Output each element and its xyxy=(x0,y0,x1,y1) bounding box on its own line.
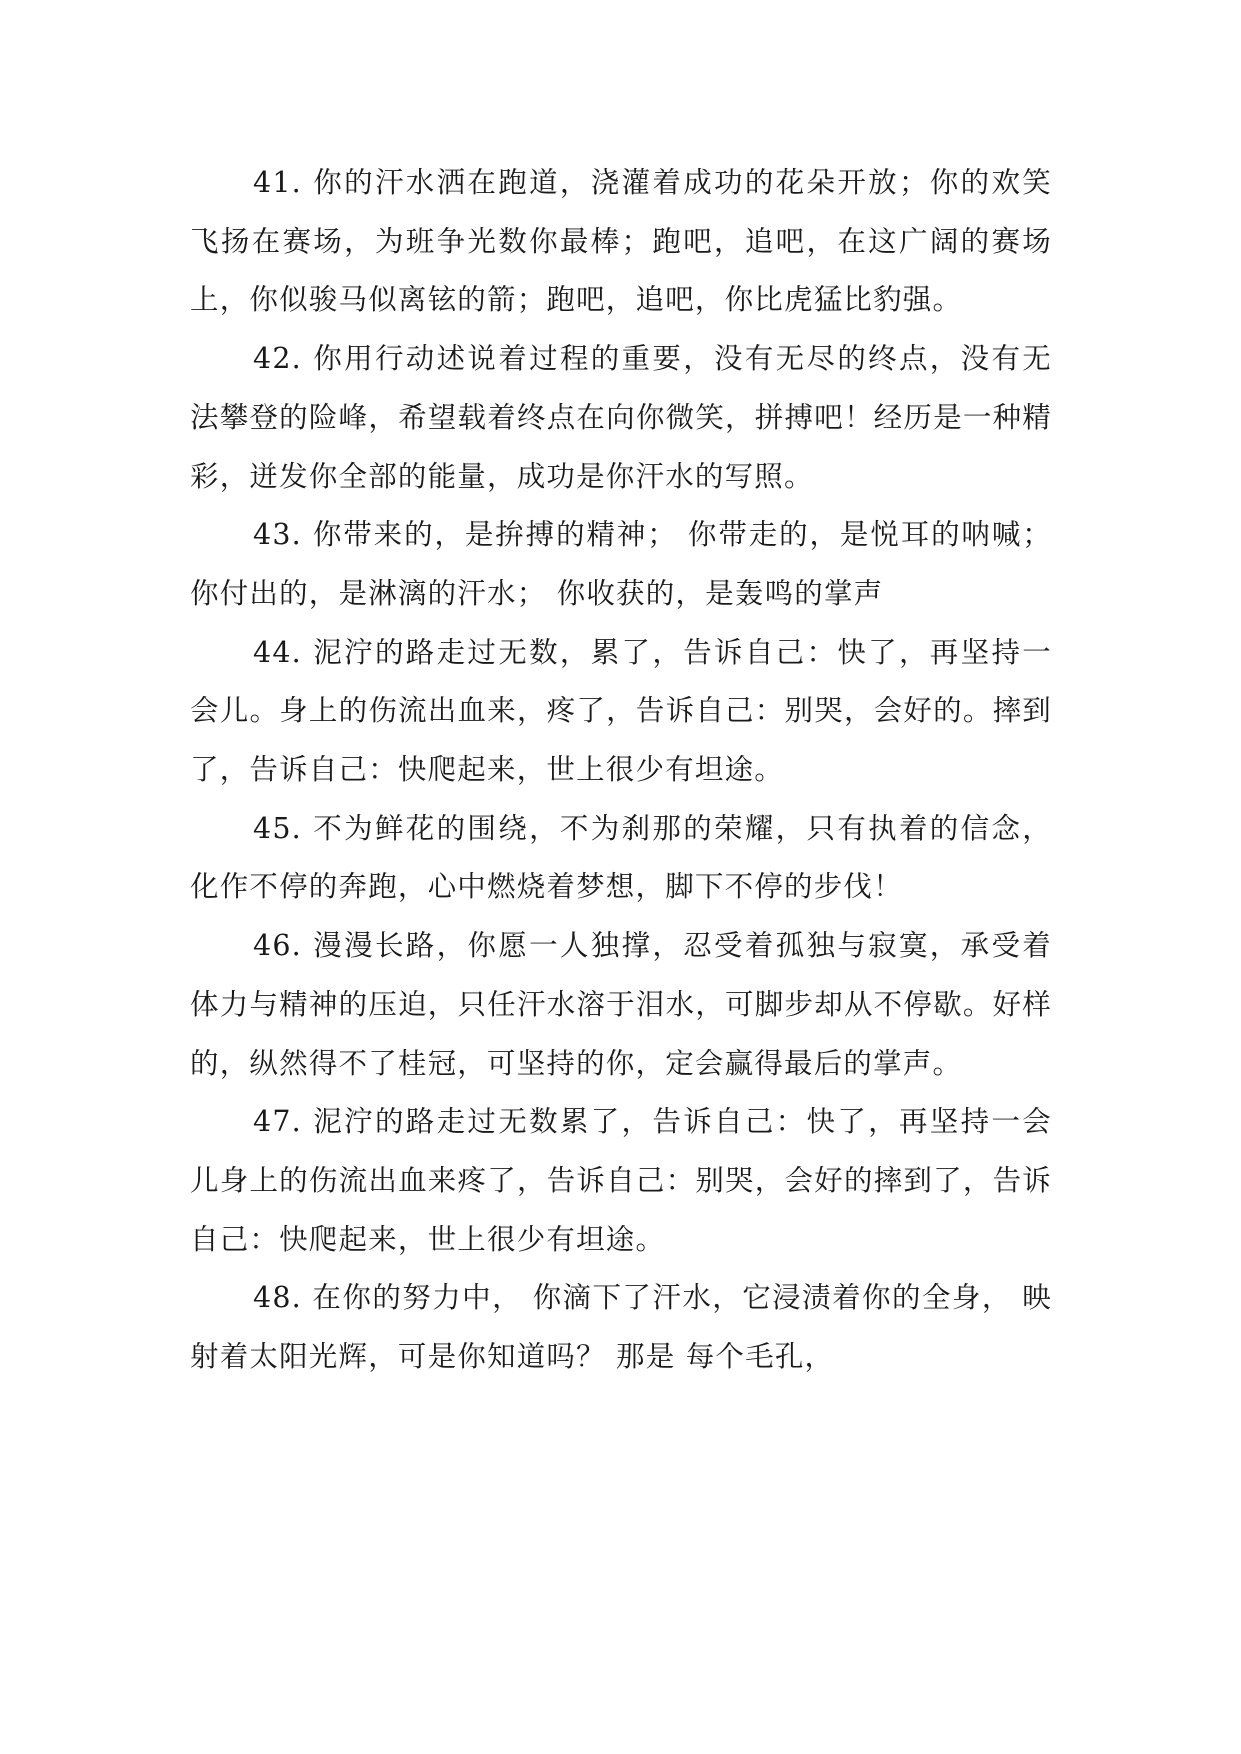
paragraph-44: 44. 泥泞的路走过无数，累了，告诉自己：快了，再坚持一会儿。身上的伤流出血来，疼了，告诉自己：别哭，会好的。摔到了，告诉自己：快爬起来，世上很少有坦途。 xyxy=(190,635,1052,787)
document-body xyxy=(190,154,1052,1387)
paragraph-48: 48. 在你的努力中， 你滴下了汗水，它浸渍着你的全身， 映射着太阳光辉，可是你知道吗？ 那是 每个毛孔， xyxy=(190,1281,1052,1374)
paragraph-42: 42. 你用行动述说着过程的重要，没有无尽的终点，没有无法攀登的险峰，希望载着终点在向你微笑，拼搏吧！经历是一种精彩，迸发你全部的能量，成功是你汗水的写照。 xyxy=(190,342,1052,493)
paragraph-47: 47. 泥泞的路走过无数累了，告诉自己：快了，再坚持一会儿身上的伤流出血来疼了，告诉自己：别哭，会好的摔到了，告诉自己：快爬起来，世上很少有坦途。 xyxy=(190,1105,1052,1256)
paragraph-43: 43. 你带来的，是拚搏的精神； 你带走的，是悦耳的呐喊； 你付出的，是淋漓的汗水； 你收获的，是轰鸣的掌声 xyxy=(190,518,1052,610)
paragraph-46: 46. 漫漫长路，你愿一人独撑，忍受着孤独与寂寞，承受着体力与精神的压迫，只任汗水溶于泪水，可脚步却从不停歇。好样的，纵然得不了桂冠，可坚持的你，定会赢得最后的掌声。 xyxy=(190,929,1052,1080)
paragraph-45: 45. 不为鲜花的围绕，不为刹那的荣耀，只有执着的信念，化作不停的奔跑，心中燃烧着梦想，脚下不停的步伐！ xyxy=(190,811,1052,904)
paragraph-41: 41. 你的汗水洒在跑道，浇灌着成功的花朵开放；你的欢笑飞扬在赛场，为班争光数你最棒；跑吧，追吧，在这广阔的赛场上，你似骏马似离铉的箭；跑吧，追吧，你比虎猛比豹强。 xyxy=(190,166,1052,317)
